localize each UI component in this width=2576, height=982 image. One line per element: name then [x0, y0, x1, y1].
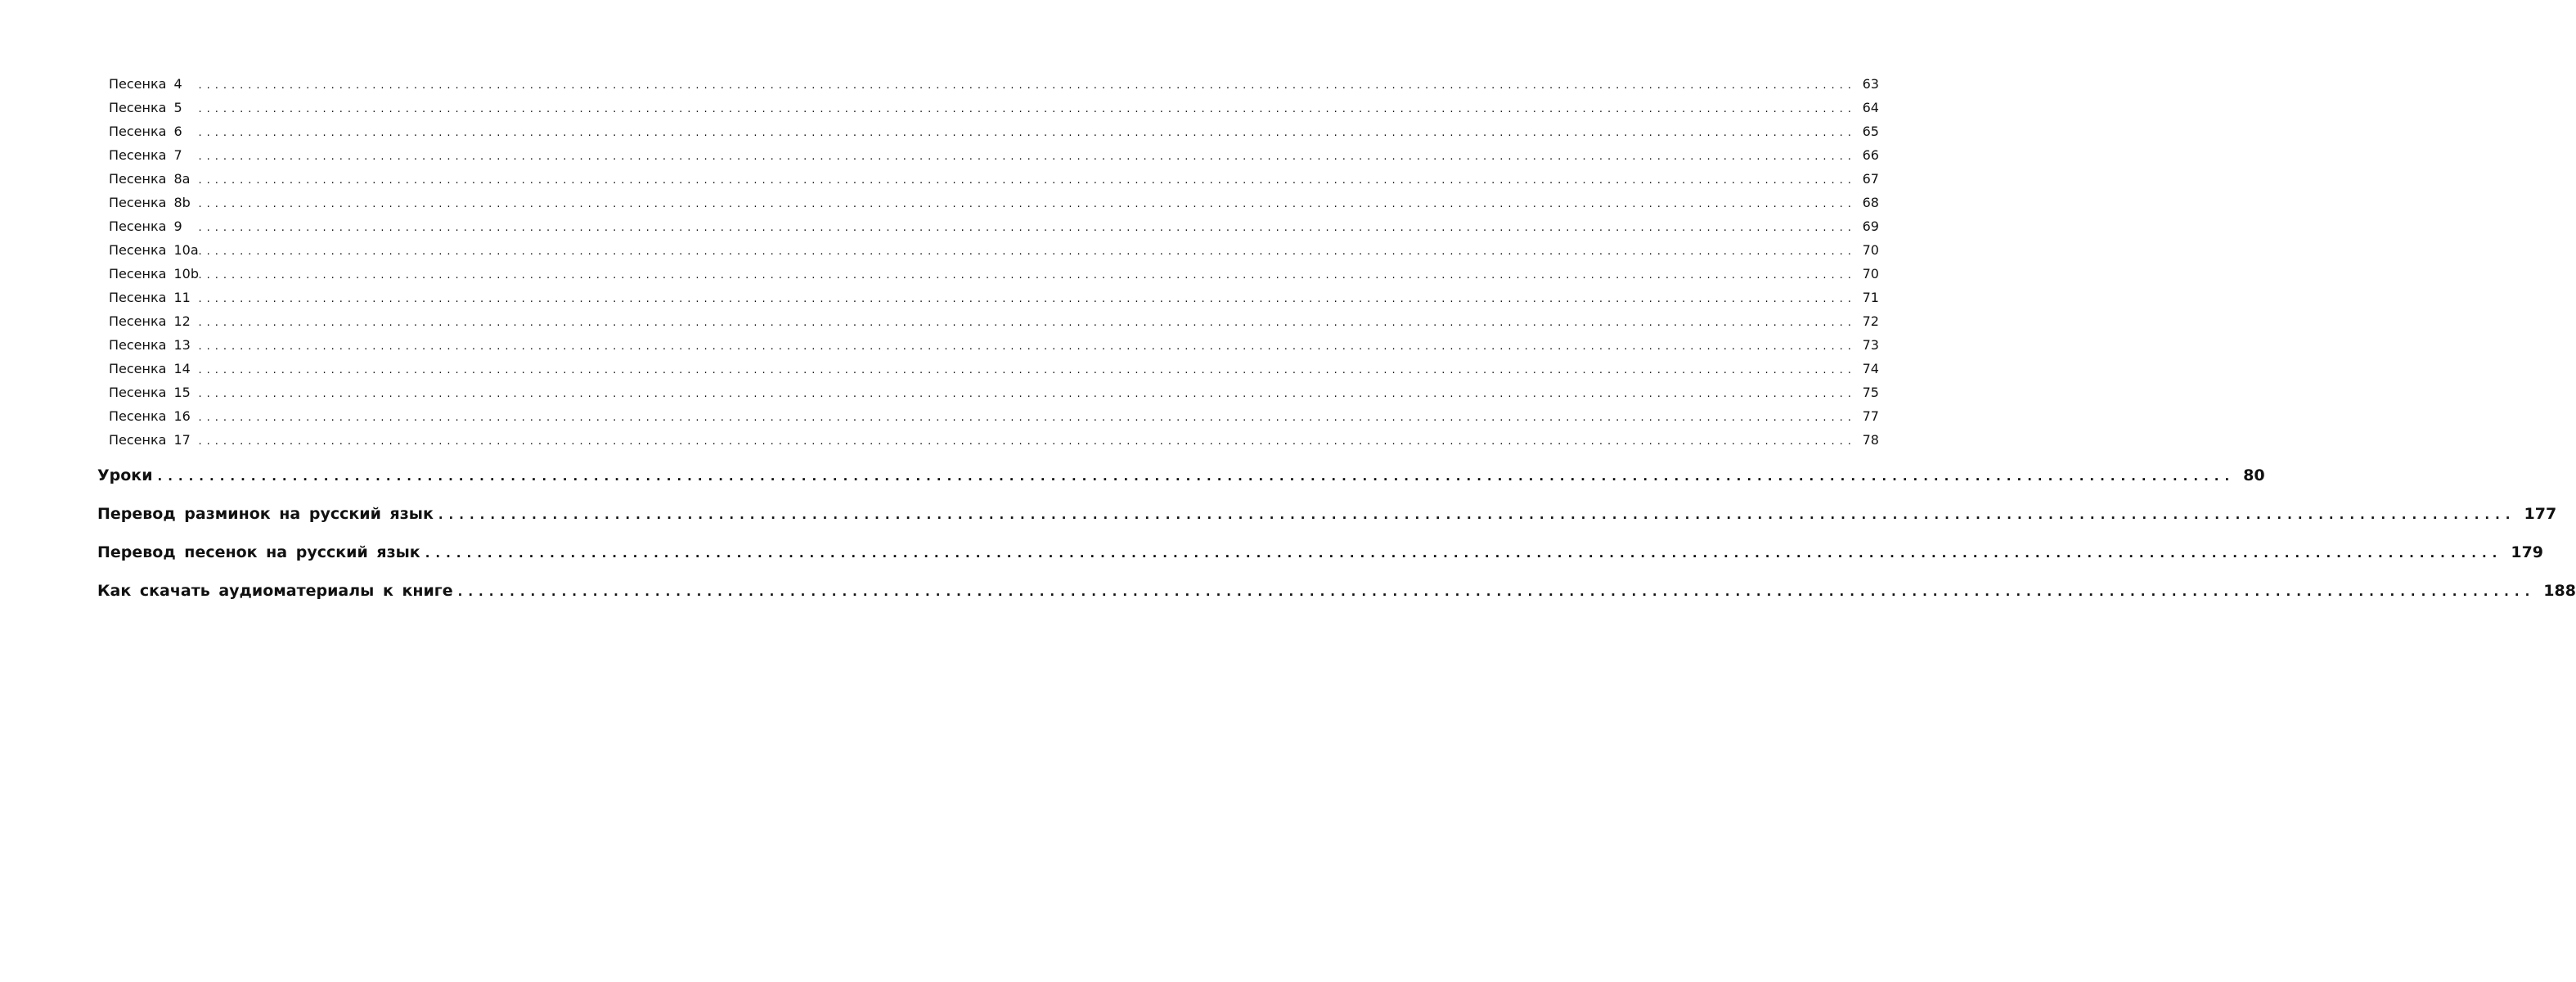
- entry-page-number: 65: [1862, 124, 1879, 139]
- entry-number: 6: [173, 124, 182, 139]
- entry-label: Песенка: [109, 313, 167, 329]
- entry-page-number: 68: [1862, 195, 1879, 210]
- section-page-number: 177: [2524, 505, 2557, 523]
- dot-leader: ........................................................................................................................................................................................................: [198, 293, 1856, 305]
- dot-leader: ........................................................................................................................................................................................................: [198, 269, 1856, 282]
- dot-leader: ........................................................................................................................................................................................................: [198, 317, 1856, 329]
- entry-number: 13: [173, 337, 191, 353]
- toc-entry[interactable]: [109, 360, 1879, 384]
- section-title: Перевод песенок на русский язык: [97, 543, 420, 561]
- dot-leader: ........................................................................................................................................................................................................: [198, 222, 1856, 234]
- dot-leader: ........................................................................................................................................................................................................: [457, 584, 2536, 599]
- toc-entry[interactable]: [109, 146, 1879, 170]
- dot-leader: ........................................................................................................................................................................................................: [198, 151, 1856, 163]
- entry-page-number: 70: [1862, 266, 1879, 282]
- entry-page-number: 70: [1862, 242, 1879, 258]
- entry-number: 12: [173, 313, 191, 329]
- section-title: Уроки: [97, 466, 153, 484]
- dot-leader: ........................................................................................................................................................................................................: [157, 469, 2236, 484]
- section-page-number: 80: [2243, 466, 2265, 484]
- toc-entry[interactable]: [109, 336, 1879, 360]
- entry-page-number: 69: [1862, 218, 1879, 234]
- section-title: Как скачать аудиоматериалы к книге: [97, 582, 453, 600]
- entry-label: Песенка: [109, 218, 167, 234]
- dot-leader: ........................................................................................................................................................................................................: [438, 507, 2516, 522]
- dot-leader: ........................................................................................................................................................................................................: [198, 103, 1856, 115]
- section-title: Перевод разминок на русский язык: [97, 505, 434, 523]
- dot-leader: ........................................................................................................................................................................................................: [198, 79, 1856, 92]
- entry-page-number: 77: [1862, 408, 1879, 424]
- entry-number: 16: [173, 408, 191, 424]
- entry-number: 8a: [173, 171, 191, 187]
- toc-entry[interactable]: [109, 123, 1879, 146]
- entry-number: 10b: [173, 266, 199, 282]
- dot-leader: ........................................................................................................................................................................................................: [198, 364, 1856, 376]
- entry-number: 8b: [173, 195, 191, 210]
- entry-label: Песенка: [109, 290, 167, 305]
- dot-leader: ........................................................................................................................................................................................................: [198, 388, 1856, 400]
- entry-label: Песенка: [109, 171, 167, 187]
- toc-entry[interactable]: [109, 408, 1879, 431]
- entry-page-number: 64: [1862, 100, 1879, 115]
- entry-number: 15: [173, 385, 191, 400]
- toc-entry[interactable]: [109, 194, 1879, 218]
- entry-page-number: 71: [1862, 290, 1879, 305]
- entry-label: Песенка: [109, 385, 167, 400]
- entry-page-number: 74: [1862, 361, 1879, 376]
- entry-page-number: 75: [1862, 385, 1879, 400]
- toc-entry[interactable]: [109, 313, 1879, 336]
- entry-number: 7: [173, 147, 182, 163]
- entry-number: 5: [173, 100, 182, 115]
- toc-entry[interactable]: [109, 75, 1879, 99]
- toc-section-entry[interactable]: [97, 463, 2265, 502]
- toc-section-entry[interactable]: [97, 579, 2576, 617]
- dot-leader: ........................................................................................................................................................................................................: [198, 340, 1856, 353]
- dot-leader: ........................................................................................................................................................................................................: [198, 127, 1856, 139]
- toc-entry[interactable]: [109, 265, 1879, 289]
- toc-entry[interactable]: [109, 170, 1879, 194]
- entry-page-number: 63: [1862, 76, 1879, 92]
- toc-section-entry[interactable]: [97, 502, 2557, 540]
- toc-entry[interactable]: [109, 99, 1879, 123]
- entry-number: 17: [173, 432, 191, 448]
- entry-label: Песенка: [109, 408, 167, 424]
- entry-label: Песенка: [109, 266, 167, 282]
- entry-label: Песенка: [109, 242, 167, 258]
- toc-entry[interactable]: [109, 241, 1879, 265]
- entry-number: 10a: [173, 242, 199, 258]
- section-page-number: 188: [2543, 582, 2576, 600]
- main-sections-list: [97, 463, 2576, 617]
- toc-section-entry[interactable]: [97, 540, 2544, 579]
- entry-label: Песенка: [109, 124, 167, 139]
- toc-entry[interactable]: [109, 218, 1879, 241]
- entry-label: Песенка: [109, 76, 167, 92]
- entry-number: 14: [173, 361, 191, 376]
- entry-number: 11: [173, 290, 191, 305]
- entry-page-number: 67: [1862, 171, 1879, 187]
- entry-page-number: 66: [1862, 147, 1879, 163]
- toc-entry[interactable]: [109, 289, 1879, 313]
- entry-label: Песенка: [109, 361, 167, 376]
- entry-label: Песенка: [109, 195, 167, 210]
- entry-label: Песенка: [109, 147, 167, 163]
- entry-number: 9: [173, 218, 182, 234]
- dot-leader: ........................................................................................................................................................................................................: [198, 412, 1856, 424]
- dot-leader: ........................................................................................................................................................................................................: [198, 435, 1856, 448]
- entry-page-number: 78: [1862, 432, 1879, 448]
- entry-page-number: 73: [1862, 337, 1879, 353]
- dot-leader: ........................................................................................................................................................................................................: [198, 174, 1856, 187]
- entry-number: 4: [173, 76, 182, 92]
- dot-leader: ........................................................................................................................................................................................................: [198, 198, 1856, 210]
- song-entries-list: [109, 75, 1879, 455]
- entry-page-number: 72: [1862, 313, 1879, 329]
- section-page-number: 179: [2511, 543, 2544, 561]
- entry-label: Песенка: [109, 100, 167, 115]
- dot-leader: ........................................................................................................................................................................................................: [425, 546, 2503, 561]
- dot-leader: ........................................................................................................................................................................................................: [198, 246, 1856, 258]
- toc-entry[interactable]: [109, 384, 1879, 408]
- toc-entry[interactable]: [109, 431, 1879, 455]
- entry-label: Песенка: [109, 337, 167, 353]
- entry-label: Песенка: [109, 432, 167, 448]
